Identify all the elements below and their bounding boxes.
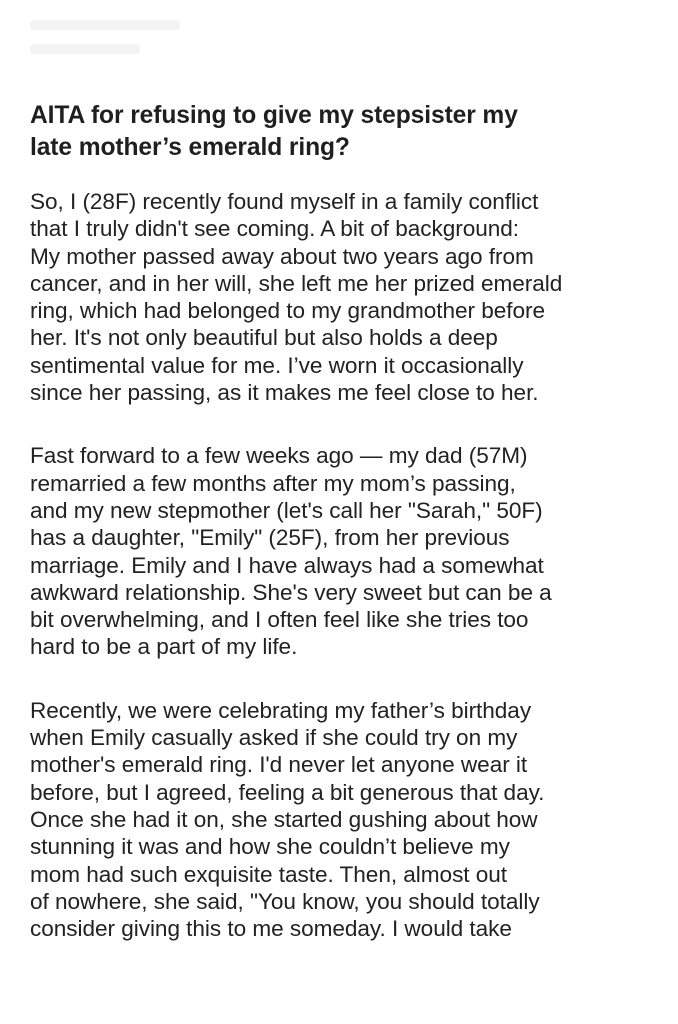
text-line: remarried a few months after my mom’s passing, <box>30 470 516 496</box>
post-title <box>30 100 655 164</box>
text-line: marriage. Emily and I have always had a somewhat <box>30 552 544 578</box>
faded-line <box>30 44 140 54</box>
text-line: hard to be a part of my life. <box>30 634 298 660</box>
post-body <box>30 188 655 942</box>
post <box>30 100 655 978</box>
paragraph-2 <box>30 442 655 660</box>
text-line: Fast forward to a few weeks ago — my dad (57M) <box>30 443 528 469</box>
text-line: bit overwhelming, and I often feel like she tries too <box>30 607 529 633</box>
text-line: her. It's not only beautiful but also holds a deep <box>30 325 498 351</box>
paragraph-3 <box>30 697 655 943</box>
text-line: mother's emerald ring. I'd never let anyone wear it <box>30 752 528 778</box>
text-line: Once she had it on, she started gushing about how <box>30 806 538 832</box>
text-line: has a daughter, "Emily" (25F), from her previous <box>30 525 510 551</box>
paragraph-1 <box>30 188 655 406</box>
text-line: consider giving this to me someday. I would take <box>30 916 512 942</box>
text-line: and my new stepmother (let's call her "Sarah," 50F) <box>30 497 543 523</box>
text-line: cancer, and in her will, she left me her prized emerald <box>30 270 563 296</box>
text-line: So, I (28F) recently found myself in a family conflict <box>30 189 539 214</box>
text-line: Recently, we were celebrating my father’s birthday <box>30 697 532 723</box>
title-line: AITA for refusing to give my stepsister my <box>30 102 518 129</box>
text-line: ring, which had belonged to my grandmother before <box>30 298 546 324</box>
text-line: sentimental value for me. I’ve worn it occasionally <box>30 352 524 378</box>
faded-line <box>30 20 180 30</box>
text-line: mom had such exquisite taste. Then, almost out <box>30 861 508 887</box>
text-line: that I truly didn't see coming. A bit of background: <box>30 216 520 242</box>
text-line: since her passing, as it makes me feel close to her. <box>30 380 539 406</box>
text-line: of nowhere, she said, "You know, you should totally <box>30 888 540 914</box>
text-line: My mother passed away about two years ago from <box>30 243 534 269</box>
text-line: when Emily casually asked if she could try on my <box>30 725 518 751</box>
text-line: awkward relationship. She's very sweet but can be a <box>30 579 552 605</box>
faded-header-placeholder <box>30 20 230 80</box>
title-line: late mother’s emerald ring? <box>30 134 350 161</box>
text-line: stunning it was and how she couldn’t believe my <box>30 834 510 860</box>
text-line: before, but I agreed, feeling a bit generous that day. <box>30 779 545 805</box>
